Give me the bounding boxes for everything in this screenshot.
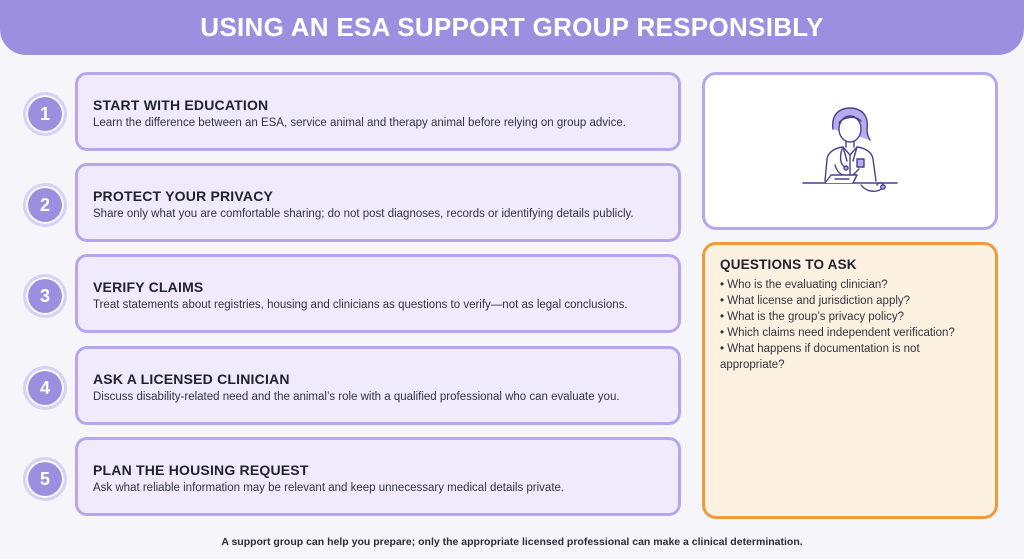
page-title: USING AN ESA SUPPORT GROUP RESPONSIBLY xyxy=(200,12,824,42)
clinician-writing-icon xyxy=(795,103,905,199)
footer-note: A support group can help you prepare; only the appropriate licensed professional can make a clinical determination. xyxy=(221,536,803,548)
step-number-badge: 5 xyxy=(23,457,67,501)
step-text: Share only what you are comfortable sharing; do not post diagnoses, records or identifying details publicly. xyxy=(93,208,634,220)
step-title: VERIFY CLAIMS xyxy=(93,279,204,295)
step-number-badge: 3 xyxy=(23,274,67,318)
question-item: • What is the group’s privacy policy? xyxy=(720,311,905,323)
step-title: PROTECT YOUR PRIVACY xyxy=(93,188,274,204)
question-item: • What happens if documentation is not appropriate? xyxy=(720,343,920,371)
illustration-panel xyxy=(702,72,998,230)
step-5 xyxy=(0,437,690,519)
question-item: • What license and jurisdiction apply? xyxy=(720,295,911,307)
step-title: ASK A LICENSED CLINICIAN xyxy=(93,371,290,387)
step-card xyxy=(75,254,681,333)
questions-title: QUESTIONS TO ASK xyxy=(720,257,857,272)
step-card xyxy=(75,72,681,151)
step-card xyxy=(75,346,681,425)
step-number-badge: 4 xyxy=(23,366,67,410)
step-card xyxy=(75,163,681,242)
step-card xyxy=(75,437,681,516)
step-text: Ask what reliable information may be relevant and keep unnecessary medical details private. xyxy=(93,482,565,494)
step-number-badge: 2 xyxy=(23,183,67,227)
step-text: Learn the difference between an ESA, service animal and therapy animal before relying on group advice. xyxy=(93,117,626,129)
step-title: START WITH EDUCATION xyxy=(93,97,269,113)
questions-list xyxy=(720,277,981,373)
step-number-badge: 1 xyxy=(23,92,67,136)
step-1 xyxy=(0,72,690,154)
step-text: Treat statements about registries, housing and clinicians as questions to verify—not as legal conclusions. xyxy=(93,299,628,311)
question-item: • Who is the evaluating clinician? xyxy=(720,279,888,291)
step-text: Discuss disability-related need and the animal’s role with a qualified professional who can evaluate you. xyxy=(93,391,620,403)
step-3 xyxy=(0,254,690,336)
question-item: • Which claims need independent verification? xyxy=(720,327,955,339)
step-title: PLAN THE HOUSING REQUEST xyxy=(93,462,309,478)
questions-panel xyxy=(702,242,998,519)
step-2 xyxy=(0,163,690,245)
step-4 xyxy=(0,346,690,428)
header-banner xyxy=(0,0,1024,55)
